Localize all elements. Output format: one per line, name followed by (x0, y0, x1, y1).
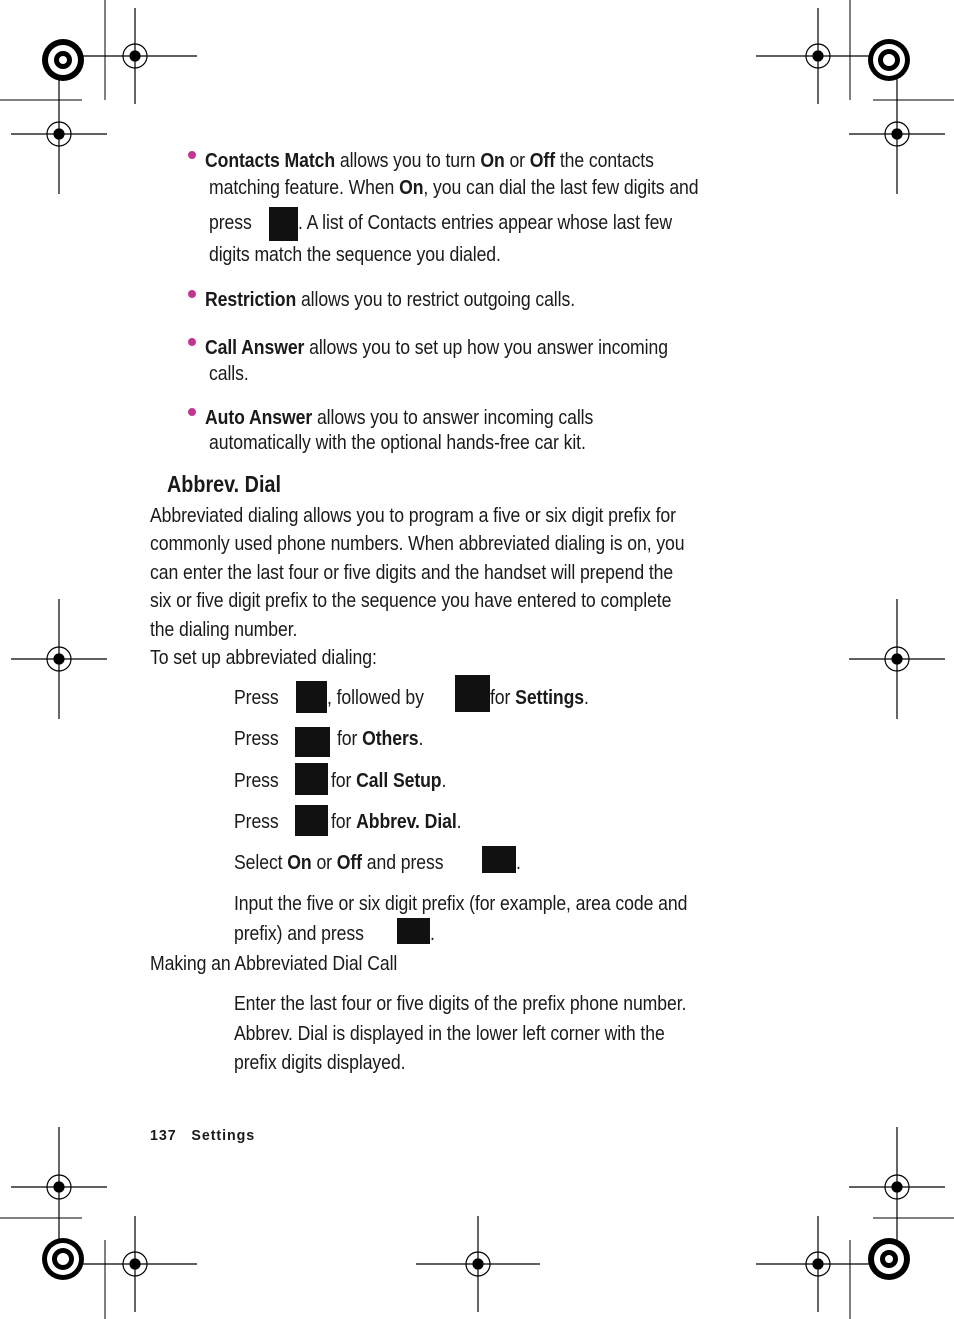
contacts-match-line2: matching feature. When On, you can dial the last few digits and (209, 176, 699, 199)
number-key-icon (295, 763, 328, 795)
send-key-icon (269, 207, 298, 241)
step-2-target: for Others. (337, 727, 424, 750)
making-line: Abbrev. Dial is displayed in the lower left corner with the (234, 1022, 665, 1045)
call-answer-line2: calls. (209, 362, 249, 385)
setup-intro: To set up abbreviated dialing: (150, 646, 377, 669)
page-number: 137 (150, 1127, 177, 1144)
number-key-icon (295, 805, 328, 836)
step-2-press: Press (234, 727, 279, 750)
contacts-match-line3a: press (209, 211, 252, 234)
step-4-press: Press (234, 810, 279, 833)
paragraph-line: the dialing number. (150, 618, 298, 641)
paragraph-line: Abbreviated dialing allows you to program a five or six digit prefix for (150, 504, 676, 527)
step-1-press: Press (234, 686, 279, 709)
bullet-dot (188, 338, 196, 346)
step-5-period: . (516, 851, 521, 874)
bullet-dot (188, 290, 196, 298)
section-title: Abbrev. Dial (167, 471, 281, 497)
making-line: prefix digits displayed. (234, 1051, 406, 1074)
bullet-dot (188, 151, 196, 159)
bullet-dot (188, 408, 196, 416)
page-footer (150, 1127, 255, 1145)
step-1-followed: , followed by (327, 686, 424, 709)
restriction-line: Restriction allows you to restrict outgoing calls. (205, 288, 576, 311)
step-3-target: for Call Setup. (331, 769, 447, 792)
ok-key-icon (397, 918, 430, 944)
making-line: Enter the last four or five digits of the prefix phone number. (234, 992, 687, 1015)
auto-answer-line2: automatically with the optional hands-free car kit. (209, 431, 586, 454)
step-6-line1: Input the five or six digit prefix (for example, area code and (234, 892, 688, 915)
step-3-press: Press (234, 769, 279, 792)
step-6-period: . (430, 922, 435, 945)
step-4-target: for Abbrev. Dial. (331, 810, 462, 833)
making-title: Making an Abbreviated Dial Call (150, 952, 398, 975)
paragraph-line: six or five digit prefix to the sequence you have entered to complete (150, 589, 672, 612)
ok-key-icon (482, 846, 516, 873)
contacts-match-line1: Contacts Match allows you to turn On or Off the contacts (205, 149, 654, 172)
number-key-icon (455, 675, 490, 712)
footer-section: Settings (191, 1127, 256, 1144)
contacts-match-term: Contacts Match (205, 149, 336, 172)
contacts-match-line3b: . A list of Contacts entries appear whose last few (298, 211, 672, 234)
paragraph-line: commonly used phone numbers. When abbreviated dialing is on, you (150, 532, 685, 555)
paragraph-line: can enter the last four or five digits and the handset will prepend the (150, 561, 674, 584)
step-5-select: Select On or Off and press (234, 851, 444, 874)
contacts-match-line4: digits match the sequence you dialed. (209, 243, 501, 266)
auto-answer-line1: Auto Answer allows you to answer incoming calls (205, 406, 594, 429)
number-key-icon (295, 727, 330, 757)
step-1-target: for Settings. (490, 686, 589, 709)
call-answer-line1: Call Answer allows you to set up how you answer incoming (205, 336, 668, 359)
step-6-line2: prefix) and press (234, 922, 364, 945)
menu-key-icon (296, 681, 327, 713)
